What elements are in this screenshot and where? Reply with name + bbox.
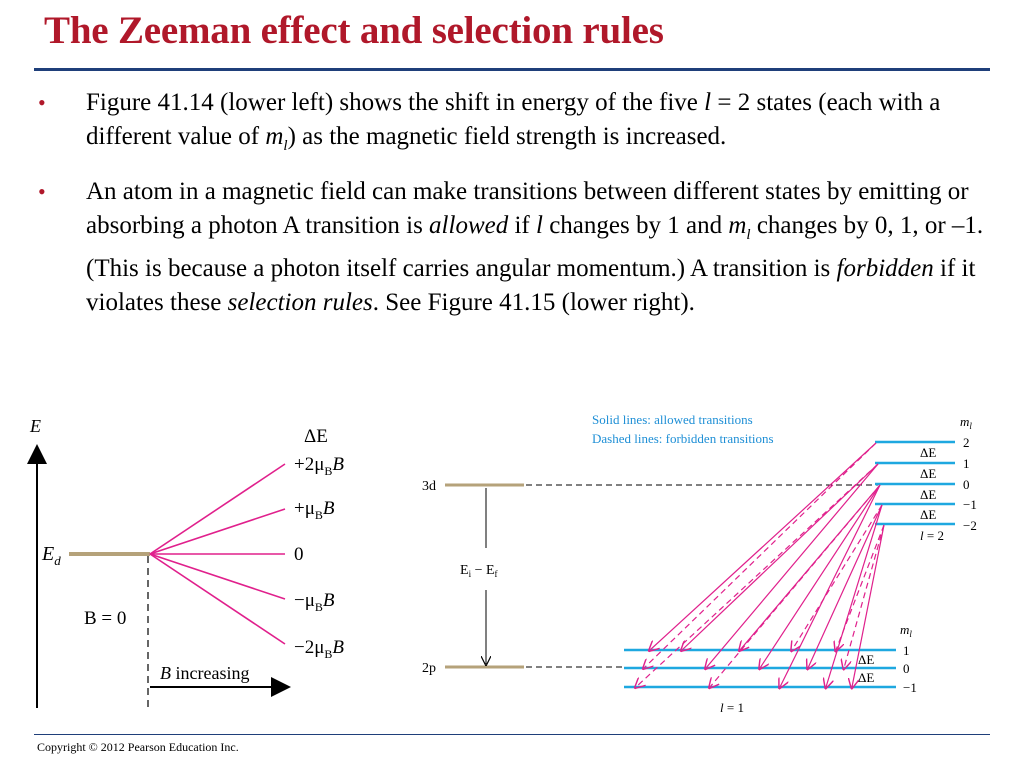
ml-value: 0: [903, 661, 910, 676]
bullet-marker: •: [38, 90, 46, 115]
legend-solid: Solid lines: allowed transitions: [592, 412, 753, 427]
b-increasing-label: B increasing: [160, 663, 250, 683]
ml-value: −1: [903, 680, 917, 695]
lower-level-label: 2p: [422, 661, 436, 676]
bullet-list: [34, 86, 994, 331]
ml-value: −2: [963, 518, 977, 533]
bullet-marker: •: [38, 179, 46, 204]
bullet-text-2: An atom in a magnetic field can make transitions between different states by emitting or absorbing a photon A transition is allowed if l changes by 1 and $m_l$ changes by 0, 1, or –1. (This is because a photon itself carries angular momentum.) A transition is forbidden if it violates these selection rules. See Figure 41.15 (lower right).: [86, 178, 984, 316]
energy-axis-label: E: [30, 416, 41, 436]
svg-text:ΔE: ΔE: [920, 487, 937, 502]
ml-value: 2: [963, 435, 970, 450]
ml-value: 1: [903, 643, 910, 658]
l-upper-label: l = 2: [920, 528, 944, 543]
bullet-text-1: Figure 41.14 (lower left) shows the shift in energy of the five l = 2 states (each with a different value of $m_l$) as the magnetic field strength is increased.: [86, 89, 941, 154]
bullet-item: [34, 175, 994, 319]
upper-sublevels: [875, 442, 955, 524]
shift-label: $-\mu_BB$: [294, 590, 335, 614]
svg-text:ΔE: ΔE: [858, 670, 875, 685]
shift-label: $+2\mu_BB$: [294, 454, 345, 478]
svg-text:ΔE: ΔE: [920, 507, 937, 522]
ml-header-lower: $m_l$: [900, 622, 912, 639]
slide-title: The Zeeman effect and selection rules: [44, 9, 664, 52]
fan-lines: [150, 464, 285, 644]
b-zero-label: B = 0: [84, 608, 127, 629]
svg-text:ΔE: ΔE: [920, 466, 937, 481]
level-ed-label: $E_d$: [42, 543, 61, 568]
l-lower-label: l = 1: [720, 700, 744, 715]
title-divider: [34, 68, 990, 71]
ml-header-upper: $m_l$: [960, 414, 972, 431]
copyright-text: Copyright © 2012 Pearson Education Inc.: [37, 740, 239, 754]
legend-dashed: Dashed lines: forbidden transitions: [592, 431, 774, 446]
shift-label: 0: [294, 544, 304, 565]
svg-text:ΔE: ΔE: [920, 445, 937, 460]
ml-value: 1: [963, 456, 970, 471]
bullet-item: [34, 86, 994, 163]
ml-value: 0: [963, 477, 970, 492]
svg-text:ΔE: ΔE: [858, 652, 875, 667]
shift-label: $-2\mu_BB$: [294, 637, 345, 661]
zeeman-splitting-figure: [0, 400, 400, 720]
footer-divider: [34, 734, 990, 735]
ml-value: −1: [963, 497, 977, 512]
delta-e-header: ΔE: [304, 426, 328, 447]
energy-difference-label: $E_i - E_f$: [460, 563, 498, 579]
shift-label: $+\mu_BB$: [294, 498, 335, 522]
selection-rules-figure: [400, 400, 1020, 720]
upper-level-label: 3d: [422, 479, 436, 494]
